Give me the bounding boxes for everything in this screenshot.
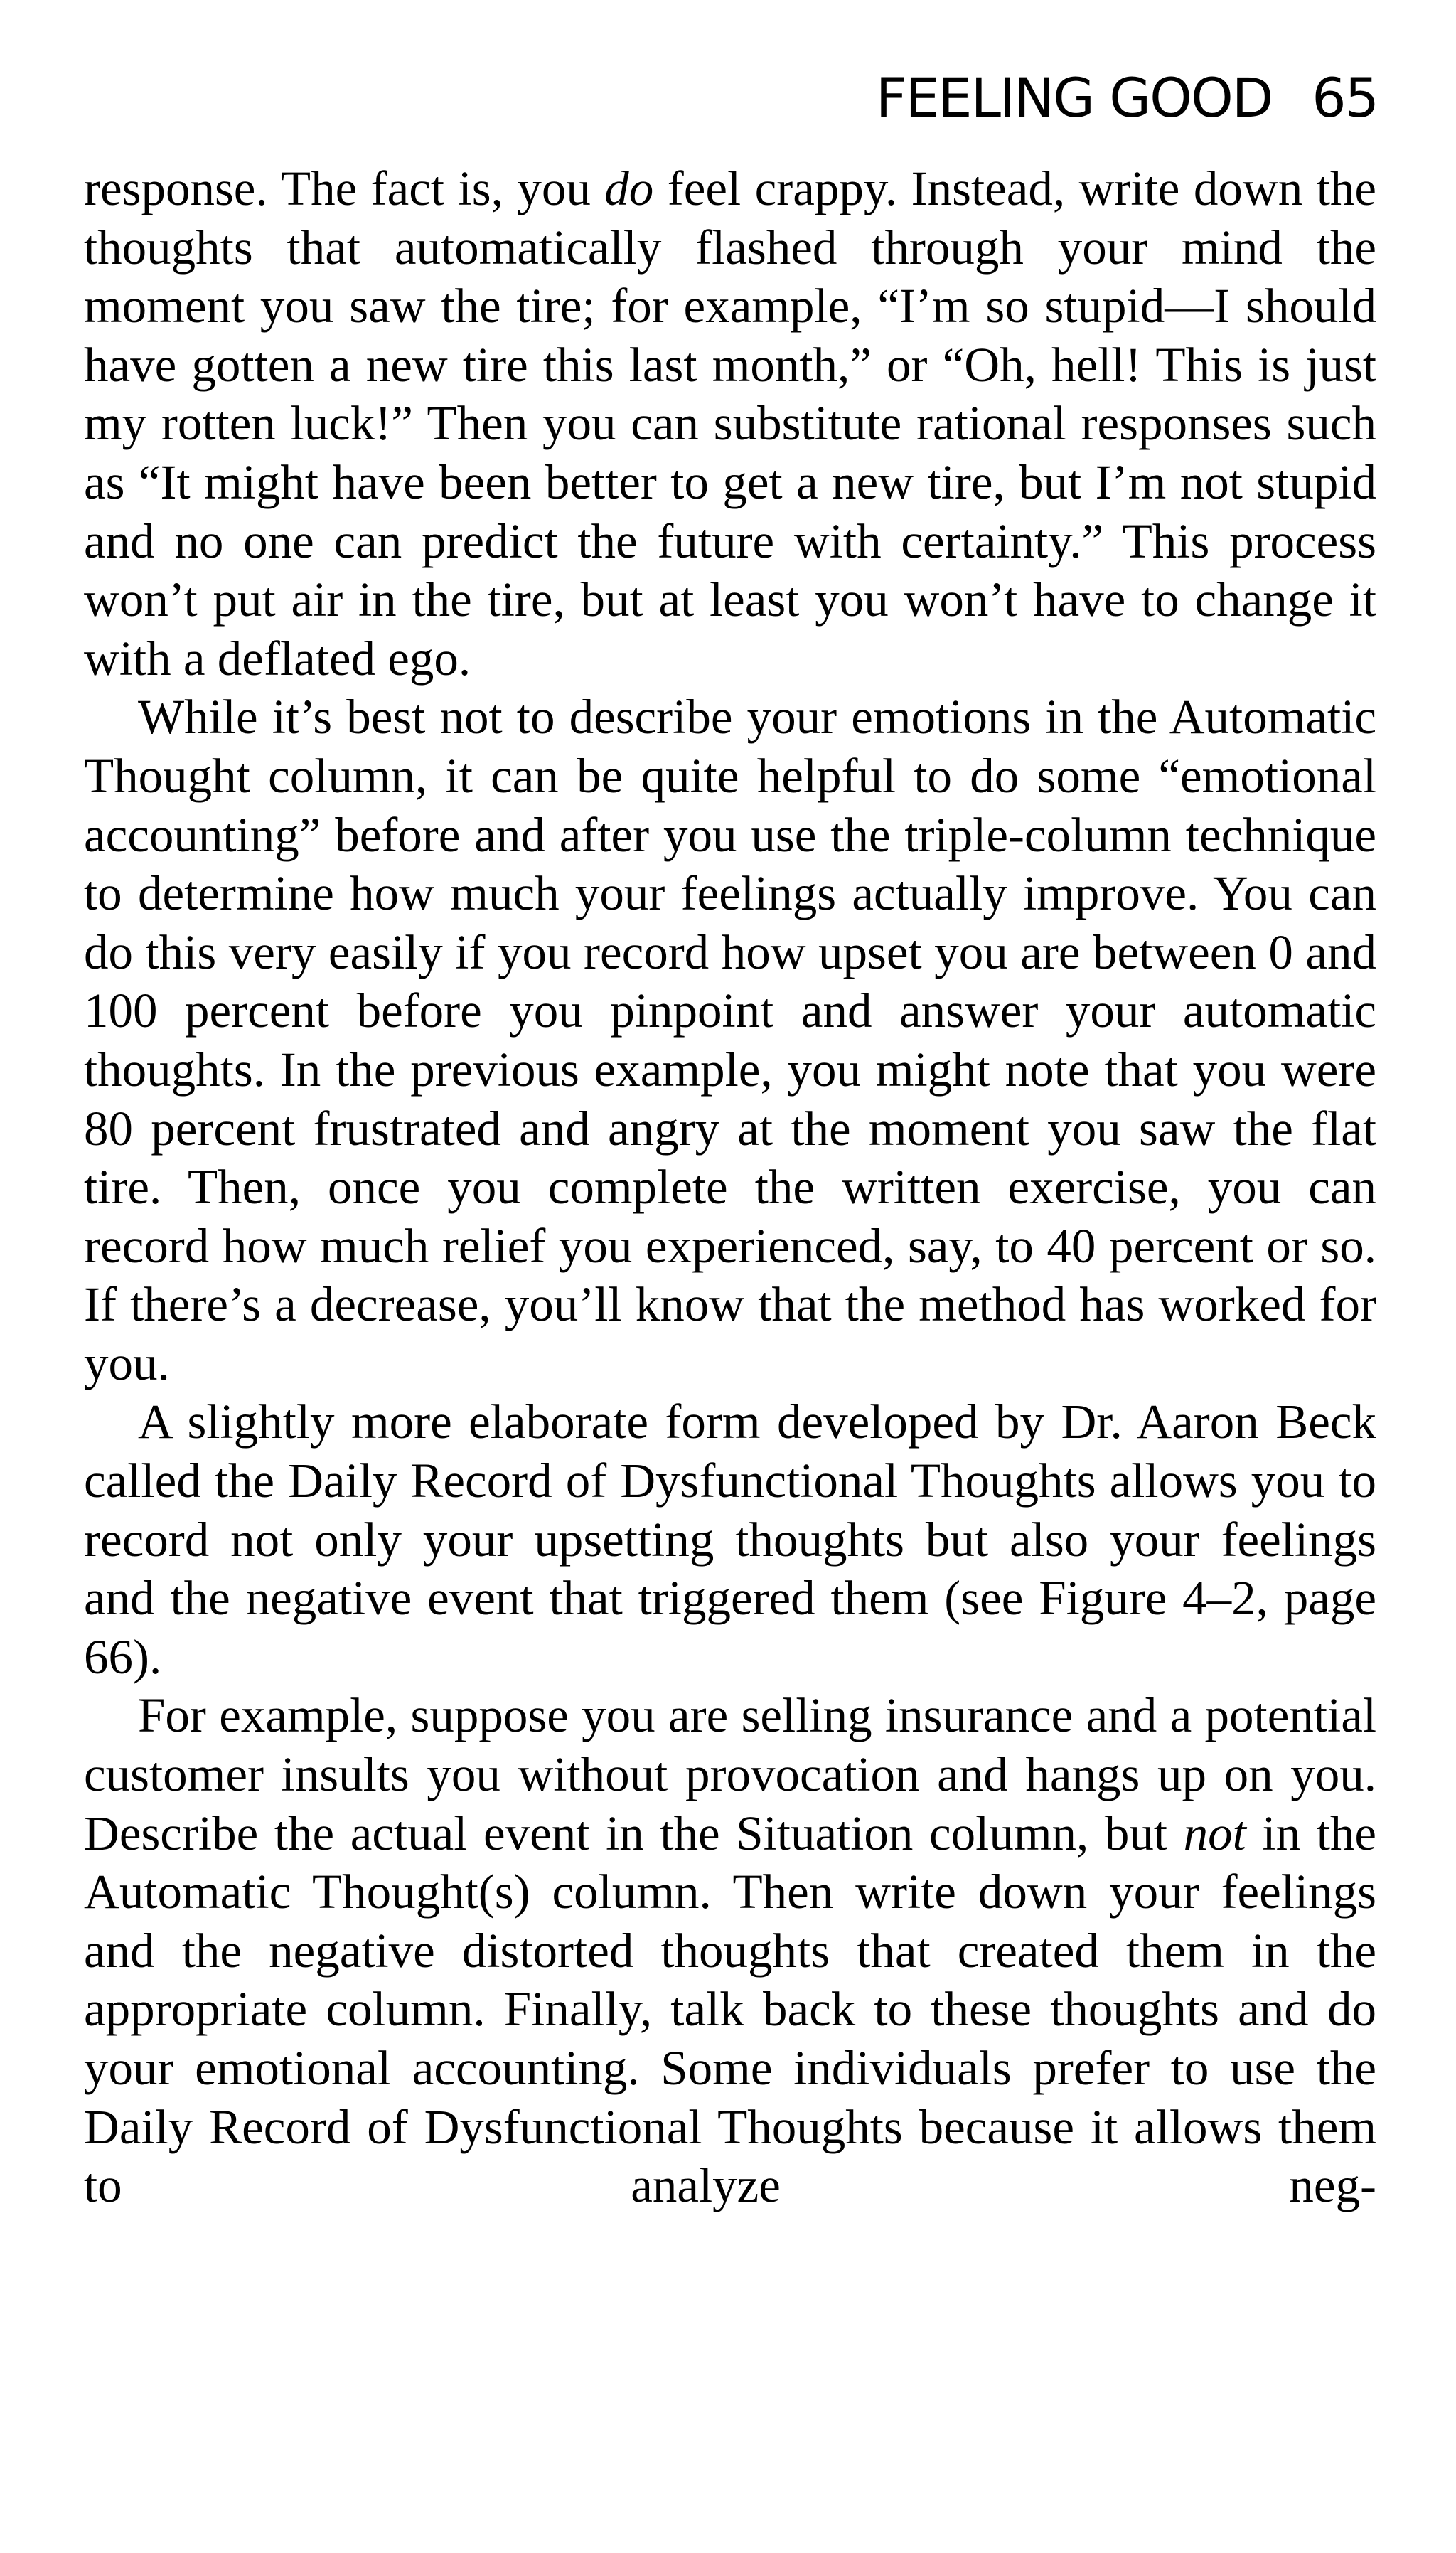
running-head [875, 66, 1378, 129]
paragraph-4-text: For example, suppose you are selling insurance and a potential customer insults you without provocation and hangs up on you. Describe the actual event in the Situation column, but [84, 1688, 1376, 1860]
paragraph-1-text-cont: feel crappy. Instead, write down the thoughts that automatically flashed through your mind the moment you saw the tire; for example, “I’m so stupid—I should have gotten a new tire this last month,” or “Oh, hell! This is just my rotten luck!” Then you can substitute rational responses such as “It might have been better to get a new tire, but I’m not stupid and no one can predict the future with certainty.” This process won’t put air in the tire, but at least you won’t have to change it with a deflated ego. [84, 161, 1376, 686]
page-number: 65 [1312, 66, 1378, 129]
paragraph-4-emphasis: not [1183, 1806, 1246, 1860]
paragraph-1-emphasis: do [604, 161, 654, 215]
paragraph-2-text: While it’s best not to describe your emotions in the Automatic Thought column, it can be quite helpful to do some “emotional accounting” before and after you use the triple-column technique to determine how much your feelings actually improve. You can do this very easily if you record how upset you are between 0 and 100 percent before you pinpoint and answer your automatic thoughts. In the previous example, you might note that you were 80 percent frustrated and angry at the moment you saw the flat tire. Then, once you complete the written exercise, you can record how much relief you experienced, say, to 40 percent or so. If there’s a decrease, you’ll know that the method has worked for you. [84, 690, 1376, 1390]
paragraph-1-text: response. The fact is, you [84, 161, 605, 215]
running-head-title: FEELING GOOD [875, 66, 1273, 129]
paragraph-2 [84, 688, 1376, 1392]
paragraph-4-text-cont: in the Automatic Thought(s) column. Then write down your feelings and the negative distorted thoughts that created them in the appropriate column. Finally, talk back to these thoughts and do your emotional accounting. Some individuals prefer to use the Daily Record of Dysfunctional Thoughts because it allows them to analyze neg- [84, 1806, 1376, 2213]
paragraph-3 [84, 1392, 1376, 1686]
paragraph-4 [84, 1686, 1376, 2214]
paragraph-3-text: A slightly more elaborate form developed by Dr. Aaron Beck called the Daily Record of Dysfunctional Thoughts allows you to record not only your upsetting thoughts but also your feelings and the negative event that triggered them (see Figure 4–2, page 66). [84, 1395, 1376, 1684]
paragraph-1 [84, 159, 1376, 688]
body-text [84, 159, 1376, 2215]
